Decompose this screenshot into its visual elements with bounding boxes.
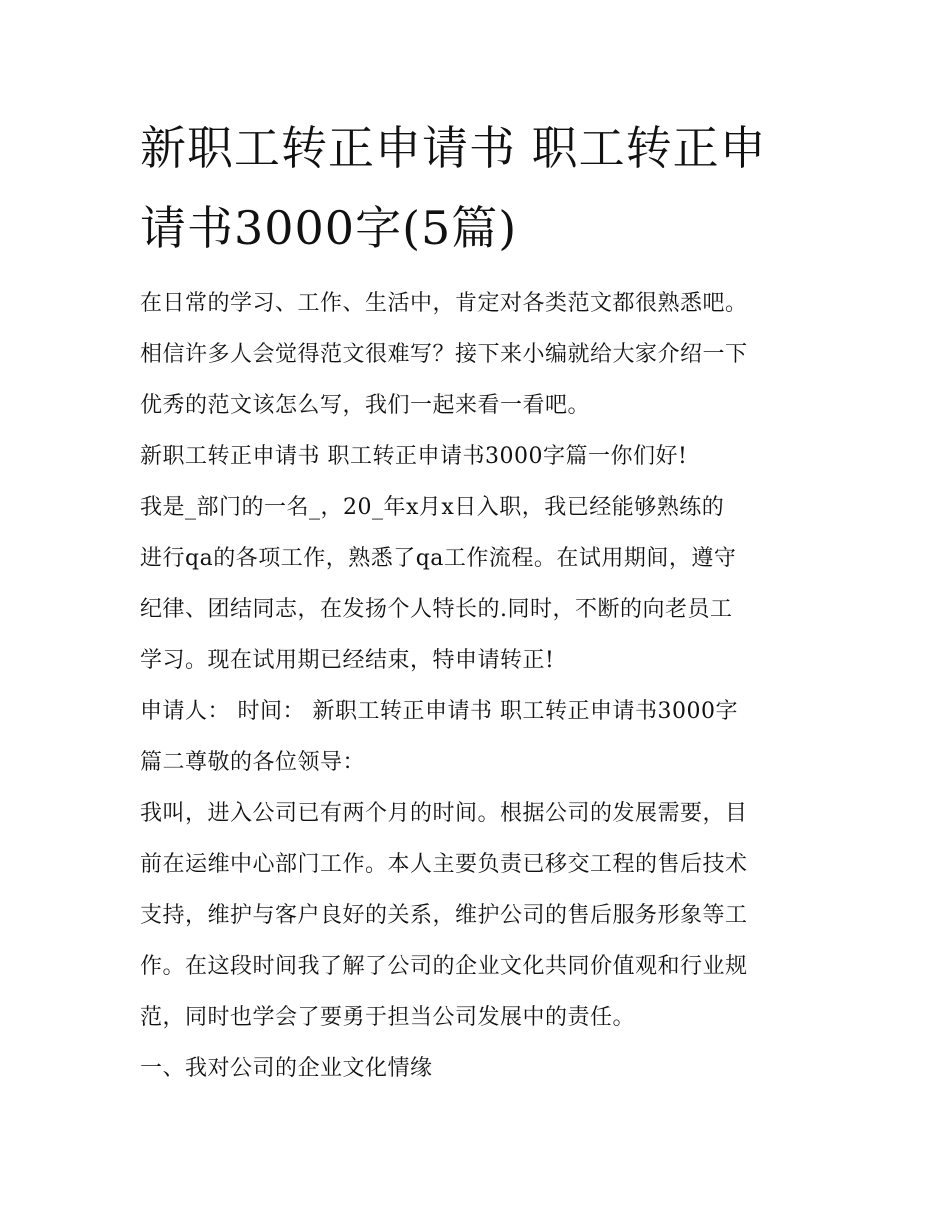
text-line: 作。在这段时间我了解了公司的企业文化共同价值观和行业规 [140, 954, 748, 979]
text-line: 我叫，进入公司已有两个月的时间。根据公司的发展需要，目 [140, 801, 748, 826]
document-body [140, 278, 820, 1094]
text-line: 相信许多人会觉得范文很难写？接下来小编就给大家介绍一下 [140, 342, 748, 367]
text-line: 进行qa的各项工作，熟悉了qa工作流程。在试用期间，遵守 [140, 546, 737, 571]
text-line: 学习。现在试用期已经结束，特申请转正! [140, 648, 555, 673]
text-line: 在日常的学习、工作、生活中，肯定对各类范文都很熟悉吧。 [140, 291, 748, 316]
section-heading: 一、我对公司的企业文化情缘 [140, 1056, 433, 1081]
text-line: 前在运维中心部门工作。本人主要负责已移交工程的售后技术 [140, 852, 748, 877]
document-title [140, 108, 820, 268]
text-line: 申请人： 时间： 新职工转正申请书 职工转正申请书3000字 [140, 699, 738, 724]
text-line: 范，同时也学会了要勇于担当公司发展中的责任。 [140, 1005, 636, 1030]
text-line: 我是_部门的一名_，20_年x月x日入职，我已经能够熟练的 [140, 495, 725, 520]
text-line: 篇二尊敬的各位领导： [140, 750, 366, 775]
text-line: 新职工转正申请书 职工转正申请书3000字篇一你们好! [140, 444, 688, 469]
text-line: 纪律、团结同志，在发扬个人特长的.同时，不断的向老员工 [140, 597, 733, 622]
text-line: 支持，维护与客户良好的关系，维护公司的售后服务形象等工 [140, 903, 748, 928]
text-line: 优秀的范文该怎么写，我们一起来看一看吧。 [140, 393, 591, 418]
title-line-1: 新职工转正申请书 职工转正申 [140, 121, 767, 175]
title-line-2: 请书3000字(5篇) [140, 201, 518, 255]
document-content [140, 108, 820, 1094]
